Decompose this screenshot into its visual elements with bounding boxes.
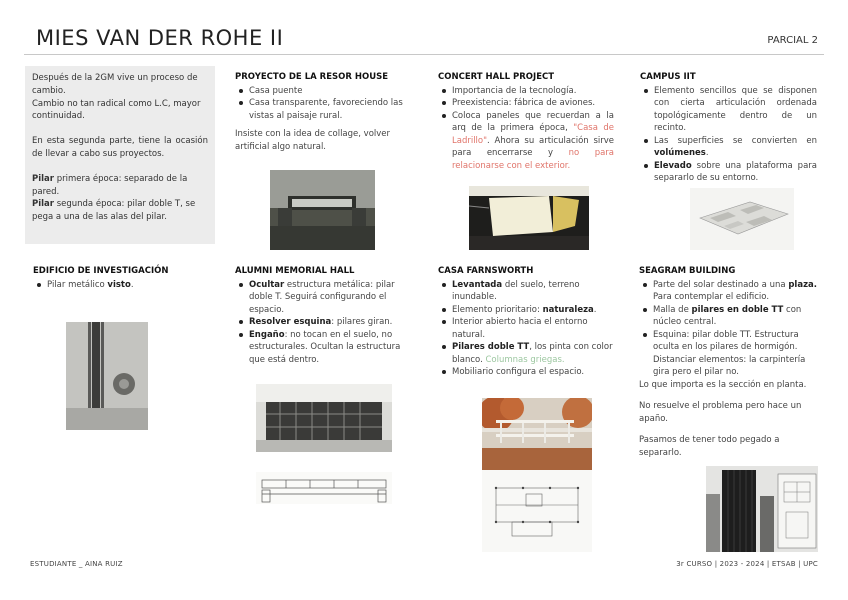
intro-text-3: En esta segunda parte, tiene la ocasión de llevar a cabo sus proyectos. bbox=[32, 136, 208, 159]
list-item: Esquina: pilar doble TT. Estructura oculta en los pilares de hormigón. Distanciar elementos: la carpintería gira pero el pilar no. bbox=[639, 329, 817, 379]
header-divider bbox=[24, 54, 824, 55]
section-seagram-building bbox=[639, 265, 817, 459]
investigacion-photo bbox=[66, 322, 148, 430]
intro-text-4: Pilar primera época: separado de la pared. bbox=[32, 173, 188, 197]
list-item: Engaño: no tocan en el suelo, no estructurales. Ocultan la estructura que está dentro. bbox=[235, 329, 413, 367]
section-casa-farnsworth bbox=[438, 265, 614, 379]
footer-student: ESTUDIANTE _ AINA RUIZ bbox=[30, 560, 123, 568]
list-item: Resolver esquina: pilares giran. bbox=[235, 316, 413, 329]
list-item: Pilares doble TT, los pinta con color blanco. Columnas griegas. bbox=[438, 341, 614, 366]
concert-hall-photo bbox=[469, 186, 589, 250]
list-item: Elevado sobre una plataforma para separarlo de su entorno. bbox=[640, 160, 817, 185]
section-resor-house bbox=[235, 71, 413, 153]
list-item: Preexistencia: fábrica de aviones. bbox=[438, 97, 614, 110]
page-title: MIES VAN DER ROHE II bbox=[36, 26, 284, 50]
list-item: Mobiliario configura el espacio. bbox=[438, 366, 614, 379]
section-alumni-memorial-hall bbox=[235, 265, 413, 366]
list-item: Pilar metálico visto. bbox=[33, 279, 213, 292]
list-item: Malla de pilares en doble TT con núcleo central. bbox=[639, 304, 817, 329]
list-item: Levantada del suelo, terreno inundable. bbox=[438, 279, 614, 304]
list-item: Las superficies se convierten en volúmenes. bbox=[640, 135, 817, 160]
intro-text-1: Después de la 2GM vive un proceso de cambio. bbox=[32, 73, 198, 96]
paragraph: Lo que importa es la sección en planta. bbox=[639, 379, 807, 390]
section-title: ALUMNI MEMORIAL HALL bbox=[235, 266, 355, 276]
section-title: CASA FARNSWORTH bbox=[438, 266, 534, 276]
list-item: Elemento sencillos que se disponen con cierta articulación ordenada topológicamente dentro de un recinto. bbox=[640, 85, 817, 135]
list-item: Importancia de la tecnología. bbox=[438, 85, 614, 98]
section-title: EDIFICIO DE INVESTIGACIÓN bbox=[33, 266, 169, 276]
list-item: Ocultar estructura metálica: pilar doble T. Seguirá configurando el espacio. bbox=[235, 279, 413, 317]
paragraph: No resuelve el problema pero hace un apaño. bbox=[639, 401, 802, 424]
paragraph: Insiste con la idea de collage, volver artificial algo natural. bbox=[235, 129, 391, 152]
paragraph: Pasamos de tener todo pegado a separarlo. bbox=[639, 435, 780, 458]
intro-text-2: Cambio no tan radical como L.C, mayor continuidad. bbox=[32, 98, 201, 122]
intro-box bbox=[25, 66, 215, 244]
list-item: Coloca paneles que recuerdan a la arq de la primera época, "Casa de Ladrillo". Ahora su articulación sirve para encerrarse y no para relacionarse con el exterior. bbox=[438, 110, 614, 173]
list-item: Elemento prioritario: naturaleza. bbox=[438, 304, 614, 317]
farnsworth-photo bbox=[482, 398, 592, 470]
list-item: Parte del solar destinado a una plaza. Para contemplar el edificio. bbox=[639, 279, 817, 304]
alumni-photo bbox=[256, 384, 392, 452]
section-edificio-investigacion bbox=[33, 265, 213, 291]
intro-text-5: Pilar segunda época: pilar doble T, se pega a una de las alas del pilar. bbox=[32, 199, 196, 223]
seagram-photo bbox=[706, 466, 818, 552]
alumni-drawing bbox=[256, 472, 392, 504]
section-campus-iit bbox=[640, 71, 817, 185]
section-title: CAMPUS IIT bbox=[640, 72, 696, 82]
section-title: SEAGRAM BUILDING bbox=[639, 266, 736, 276]
campus-iit-model bbox=[690, 188, 794, 250]
resor-house-photo bbox=[270, 170, 375, 250]
farnsworth-plan bbox=[482, 470, 592, 552]
section-title: PROYECTO DE LA RESOR HOUSE bbox=[235, 72, 389, 82]
section-title: CONCERT HALL PROJECT bbox=[438, 72, 555, 82]
footer-course: 3r CURSO | 2023 - 2024 | ETSAB | UPC bbox=[676, 560, 818, 568]
list-item: Casa puente bbox=[235, 85, 413, 98]
list-item: Casa transparente, favoreciendo las vistas al paisaje rural. bbox=[235, 97, 413, 122]
list-item: Interior abierto hacia el entorno natural. bbox=[438, 316, 614, 341]
section-concert-hall bbox=[438, 71, 614, 172]
parcial-label: PARCIAL 2 bbox=[767, 35, 818, 46]
